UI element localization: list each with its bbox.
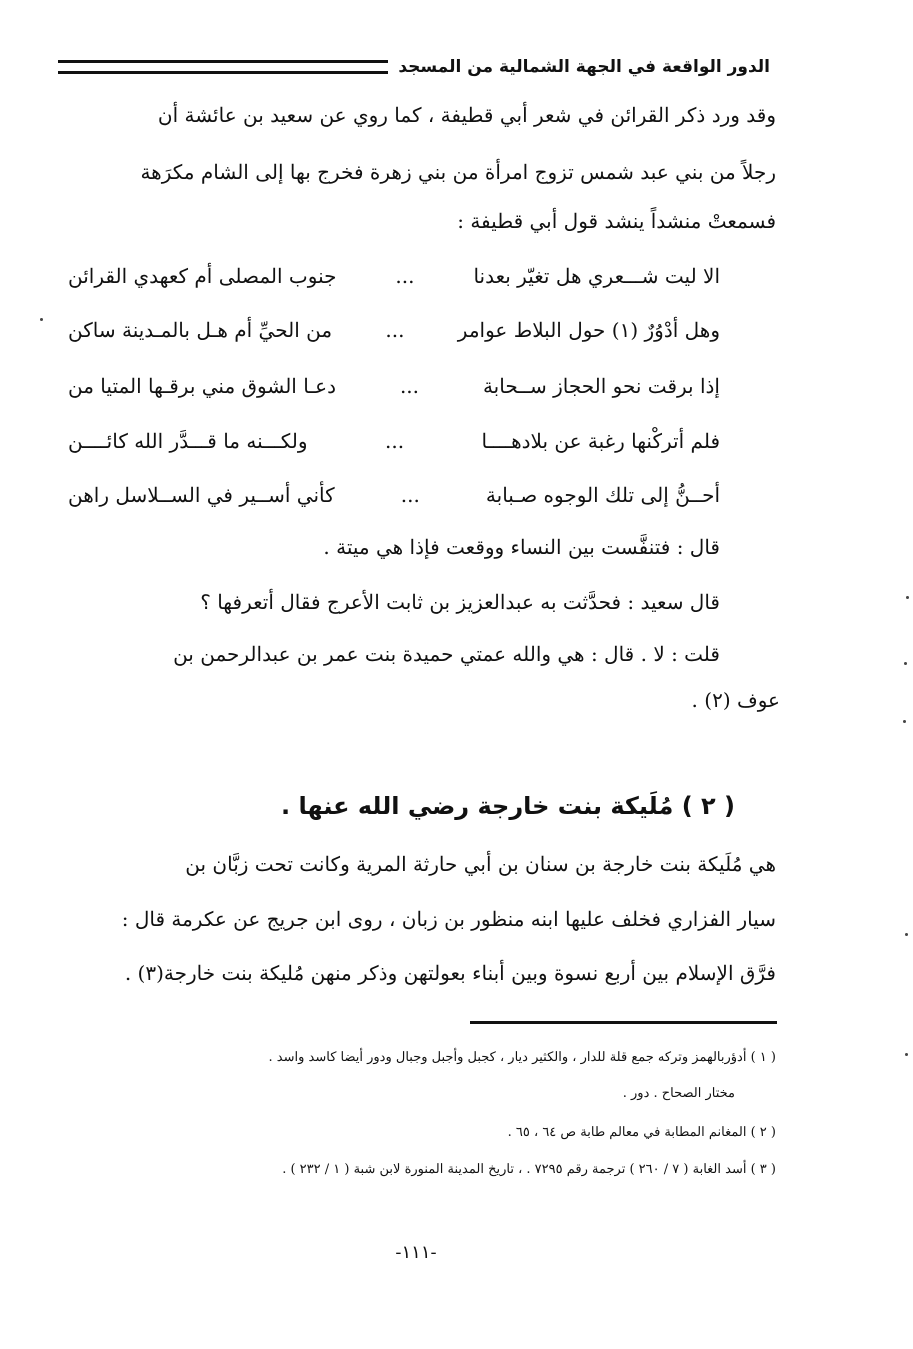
- page-number: -١١١-: [395, 1242, 437, 1263]
- footnote: ( ٢ ) المغانم المطابة في معالم طابة ص ٦٤ ، ٦٥ .: [507, 1125, 776, 1140]
- poem-verse: [68, 424, 720, 458]
- poem-verse: [68, 313, 720, 347]
- intro-line: فسمعتْ منشداً ينشد قول أبي قطيفة :: [457, 209, 776, 233]
- verse-separator: ...: [399, 374, 420, 398]
- section-line: سيار الفزاري فخلف عليها ابنه منظور بن زبان ، روى ابن جريج عن عكرمة قال :: [121, 907, 776, 931]
- scan-speck: [905, 1053, 908, 1056]
- running-header: [58, 50, 770, 84]
- verse-first-hemistich: فلم أتركْنها رغبة عن بلادهــــا: [481, 429, 720, 453]
- footnote: ( ٣ ) أسد الغابة ( ٧ / ٢٦٠ ) ترجمة رقم ٧٢٩٥ . ، تاريخ المدينة المنورة لابن شبة ( ١ / ٢٣٢ ) .: [282, 1162, 776, 1177]
- scan-speck: [904, 662, 907, 665]
- section-line: هي مُلَيكة بنت خارجة بن سنان بن أبي حارثة المرية وكانت تحت زبَّان بن: [185, 852, 776, 876]
- poem-verse: [68, 369, 720, 403]
- narrative-line: عوف (٢) .: [691, 688, 780, 712]
- verse-first-hemistich: وهل أدْوُرٌ (١) حول البلاط عوامر: [457, 318, 720, 342]
- header-title: الدور الواقعة في الجهة الشمالية من المسجد: [398, 57, 770, 77]
- scan-speck: [40, 318, 43, 321]
- intro-line: وقد ورد ذكر القرائن في شعر أبي قطيفة ، كما روي عن سعيد بن عائشة أن: [157, 103, 776, 127]
- narrative-line: قلت : لا . قال : هي والله عمتي حميدة بنت عمر بن عبدالرحمن بن: [173, 642, 720, 666]
- verse-second-hemistich: جنوب المصلى أم كعهدي القرائن: [68, 264, 337, 288]
- verse-second-hemistich: ولكـــنه ما قـــدَّر الله كائــــن: [68, 429, 308, 453]
- scan-speck: [905, 933, 908, 936]
- narrative-line: قال سعيد : فحدَّثت به عبدالعزيز بن ثابت الأعرج فقال أتعرفها ؟: [200, 590, 720, 614]
- verse-first-hemistich: الا ليت شـــعري هل تغيّر بعدنا: [473, 264, 720, 288]
- scan-speck: [903, 720, 906, 723]
- verse-second-hemistich: من الحيِّ أم هـل بالمـدينة ساكن: [68, 318, 333, 342]
- verse-separator: ...: [384, 429, 405, 453]
- verse-separator: ...: [395, 264, 415, 288]
- footnote-continuation: مختار الصحاح . دور .: [622, 1086, 735, 1101]
- verse-second-hemistich: كأني أســير في الســلاسل راهن: [68, 483, 335, 507]
- footnote-separator: [470, 1021, 777, 1024]
- footnote: ( ١ ) أدؤربالهمز وتركه جمع قلة للدار ، والكثير ديار ، كجبل وأجبل وجبال ودور أيضا كاسد واسد .: [268, 1050, 776, 1065]
- header-double-rule: [58, 60, 388, 74]
- scan-speck: [906, 596, 909, 599]
- verse-second-hemistich: دعـا الشوق مني برقـها المتيا من: [68, 374, 337, 398]
- intro-line: رجلاً من بني عبد شمس تزوج امرأة من بني زهرة فخرج بها إلى الشام مكرَهة: [140, 160, 776, 184]
- section-heading: ( ٢ ) مُلَيكة بنت خارجة رضي الله عنها .: [281, 792, 735, 820]
- verse-separator: ...: [400, 483, 420, 507]
- narrative-line: قال : فتنفَّست بين النساء ووقعت فإذا هي ميتة .: [323, 535, 720, 559]
- section-line: فرَّق الإسلام بين أربع نسوة وبين أبناء بعولتهن وذكر منهن مُليكة بنت خارجة(٣) .: [124, 961, 776, 985]
- verse-separator: ...: [385, 318, 405, 342]
- verse-first-hemistich: إذا برقت نحو الحجاز ســحابة: [482, 374, 720, 398]
- verse-first-hemistich: أحــنُّ إلى تلك الوجوه صـبابة: [485, 483, 720, 507]
- poem-verse: [68, 259, 720, 293]
- poem-verse: [68, 478, 720, 512]
